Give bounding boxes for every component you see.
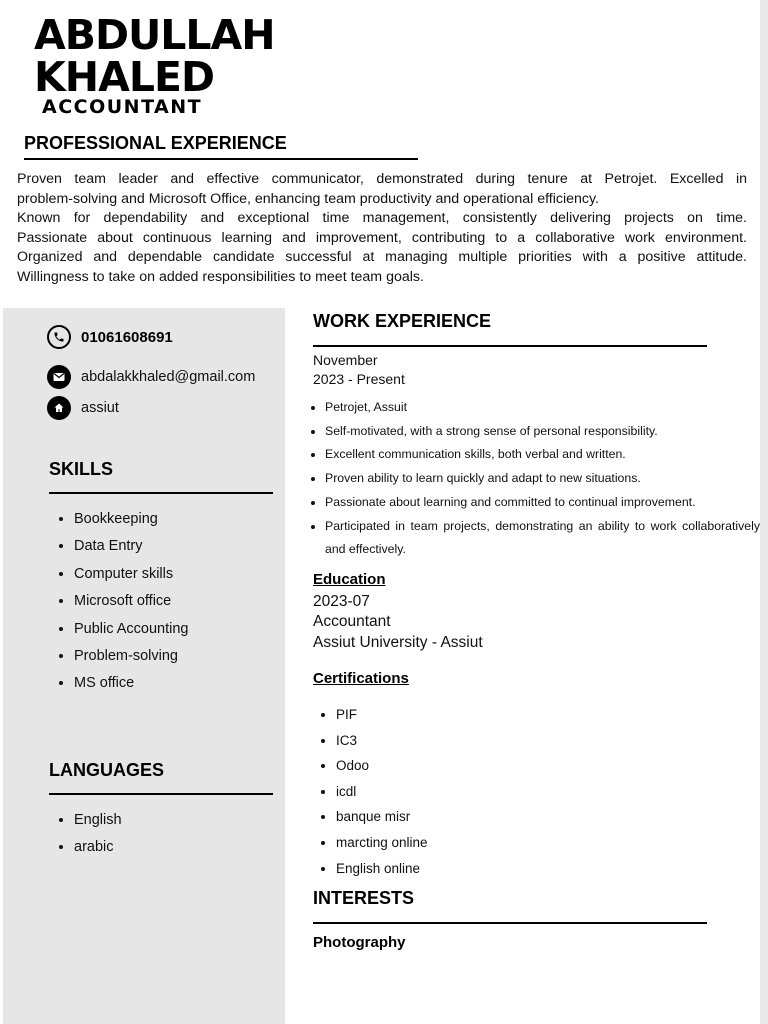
- languages-divider: [49, 793, 273, 795]
- certifications-list: [318, 702, 428, 881]
- summary-line: Passionate about continuous learning and improvement, contributing to a collaborative work environment.: [17, 229, 747, 246]
- work-item: • Excellent communication skills, both verbal and written.: [325, 443, 760, 467]
- skill-item: • Problem-solving: [74, 643, 188, 670]
- work-experience-list: [307, 396, 760, 562]
- page-edge-strip: [760, 0, 768, 1024]
- skills-title: SKILLS: [49, 459, 114, 479]
- skill-item: • Microsoft office: [74, 588, 188, 615]
- education-title: Education: [313, 571, 386, 588]
- certification-item: • Odoo: [336, 753, 428, 779]
- summary-line: Known for dependability and exceptional time management, consistently delivering projects on time.: [17, 210, 747, 227]
- location-text: assiut: [81, 400, 119, 416]
- candidate-name: [34, 11, 275, 101]
- certification-item: • icdl: [336, 779, 428, 805]
- certification-item: • IC3: [336, 728, 428, 754]
- skill-item: • Public Accounting: [74, 616, 188, 643]
- work-experience-title: WORK EXPERIENCE: [313, 311, 492, 331]
- skill-item: • MS office: [74, 670, 188, 697]
- work-item: • Proven ability to learn quickly and adapt to new situations.: [325, 467, 760, 491]
- work-item: • Self-motivated, with a strong sense of personal responsibility.: [325, 420, 760, 444]
- work-date-range: 2023 - Present: [313, 371, 405, 387]
- job-title: ACCOUNTANT: [42, 96, 203, 118]
- work-item: • Passionate about learning and committed to continual improvement.: [325, 491, 760, 515]
- skills-divider: [49, 492, 273, 494]
- email-address: abdalakkhaled@gmail.com: [81, 369, 256, 385]
- professional-experience-title: PROFESSIONAL EXPERIENCE: [24, 133, 287, 153]
- languages-title: LANGUAGES: [49, 760, 165, 780]
- certifications-title: Certifications: [313, 670, 409, 687]
- name-line-last: KHALED: [34, 53, 214, 101]
- certification-item: • banque misr: [336, 804, 428, 830]
- education-school: Assiut University - Assiut: [313, 634, 483, 651]
- interest-item: Photography: [313, 934, 406, 951]
- mail-icon: [47, 365, 71, 389]
- home-icon: [47, 396, 71, 420]
- certification-item: • English online: [336, 856, 428, 882]
- work-item: • Participated in team projects, demonstrating an ability to work collaboratively and effectively.: [325, 515, 760, 562]
- certification-item: • PIF: [336, 702, 428, 728]
- contact-email: [47, 364, 255, 390]
- professional-experience-divider: [24, 158, 418, 160]
- phone-number: 01061608691: [81, 328, 173, 346]
- education-degree: Accountant: [313, 613, 391, 630]
- interests-title: INTERESTS: [313, 888, 415, 908]
- language-item: • English: [74, 807, 122, 834]
- work-item: • Petrojet, Assuit: [325, 396, 760, 420]
- contact-location: [47, 395, 119, 421]
- languages-list: [56, 807, 122, 862]
- professional-summary: [17, 170, 747, 288]
- certification-item: • marcting online: [336, 830, 428, 856]
- education-year: 2023-07: [313, 593, 370, 610]
- interests-divider: [313, 922, 707, 924]
- summary-line: Proven team leader and effective communicator, demonstrated during tenure at Petrojet. Excelled in: [17, 171, 747, 187]
- work-experience-divider: [313, 345, 707, 347]
- skills-list: [56, 506, 188, 698]
- language-item: • arabic: [74, 834, 122, 861]
- summary-line: problem-solving and Microsoft Office, enhancing team productivity and operational efficiency.: [17, 190, 599, 207]
- contact-phone: [47, 324, 173, 350]
- name-line-first: ABDULLAH: [34, 11, 275, 59]
- work-date-start: November: [313, 352, 378, 368]
- skill-item: • Data Entry: [74, 533, 188, 560]
- skill-item: • Computer skills: [74, 561, 188, 588]
- skill-item: • Bookkeeping: [74, 506, 188, 533]
- summary-line: Organized and dependable candidate successful at managing multiple priorities with a positive attitude.: [17, 249, 747, 266]
- summary-line: Willingness to take on added responsibilities to meet team goals.: [17, 268, 424, 285]
- phone-icon: [47, 325, 71, 349]
